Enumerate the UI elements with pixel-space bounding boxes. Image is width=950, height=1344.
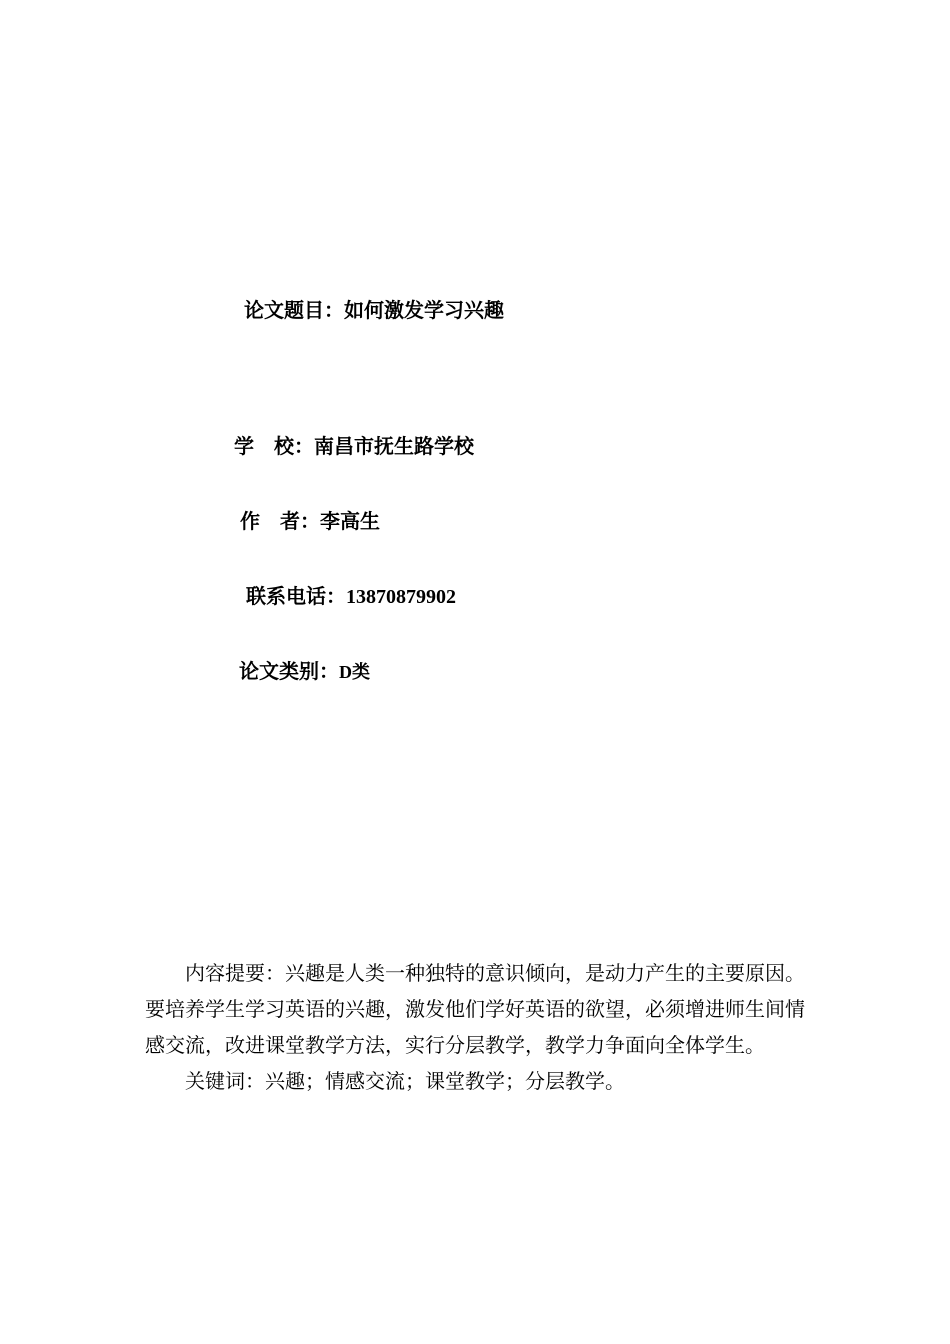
school-value: 南昌市抚生路学校 [314, 434, 474, 458]
keywords-text: 兴趣；情感交流；课堂教学；分层教学。 [265, 1069, 625, 1093]
author-label: 作 者： [240, 509, 320, 533]
abstract-paragraph [145, 955, 805, 1063]
school-line [234, 434, 474, 458]
abstract-label: 内容提要： [185, 961, 285, 985]
keywords-paragraph [145, 1063, 805, 1099]
category-suffix: 类 [352, 662, 370, 683]
abstract-text: 兴趣是人类一种独特的意识倾向，是动力产生的主要原因。要培养学生学习英语的兴趣，激发他们学好英语的欲望，必须增进师生间情感交流，改进课堂教学方法，实行分层教学，教学力争面向全体学生。 [145, 961, 805, 1057]
phone-label: 联系电话： [246, 584, 346, 608]
thesis-title-line [244, 298, 504, 322]
keywords-label: 关键词： [185, 1069, 265, 1093]
school-label: 学 校： [234, 434, 314, 458]
author-line [240, 509, 380, 533]
author-value: 李高生 [320, 509, 380, 533]
phone-value: 13870879902 [346, 586, 456, 608]
abstract-section [145, 955, 805, 1099]
category-code: D [339, 662, 352, 682]
category-label: 论文类别： [239, 659, 339, 683]
category-line [239, 659, 370, 685]
thesis-title-value: 如何激发学习兴趣 [344, 298, 504, 322]
thesis-title-label: 论文题目： [244, 298, 344, 322]
phone-line [246, 584, 456, 609]
